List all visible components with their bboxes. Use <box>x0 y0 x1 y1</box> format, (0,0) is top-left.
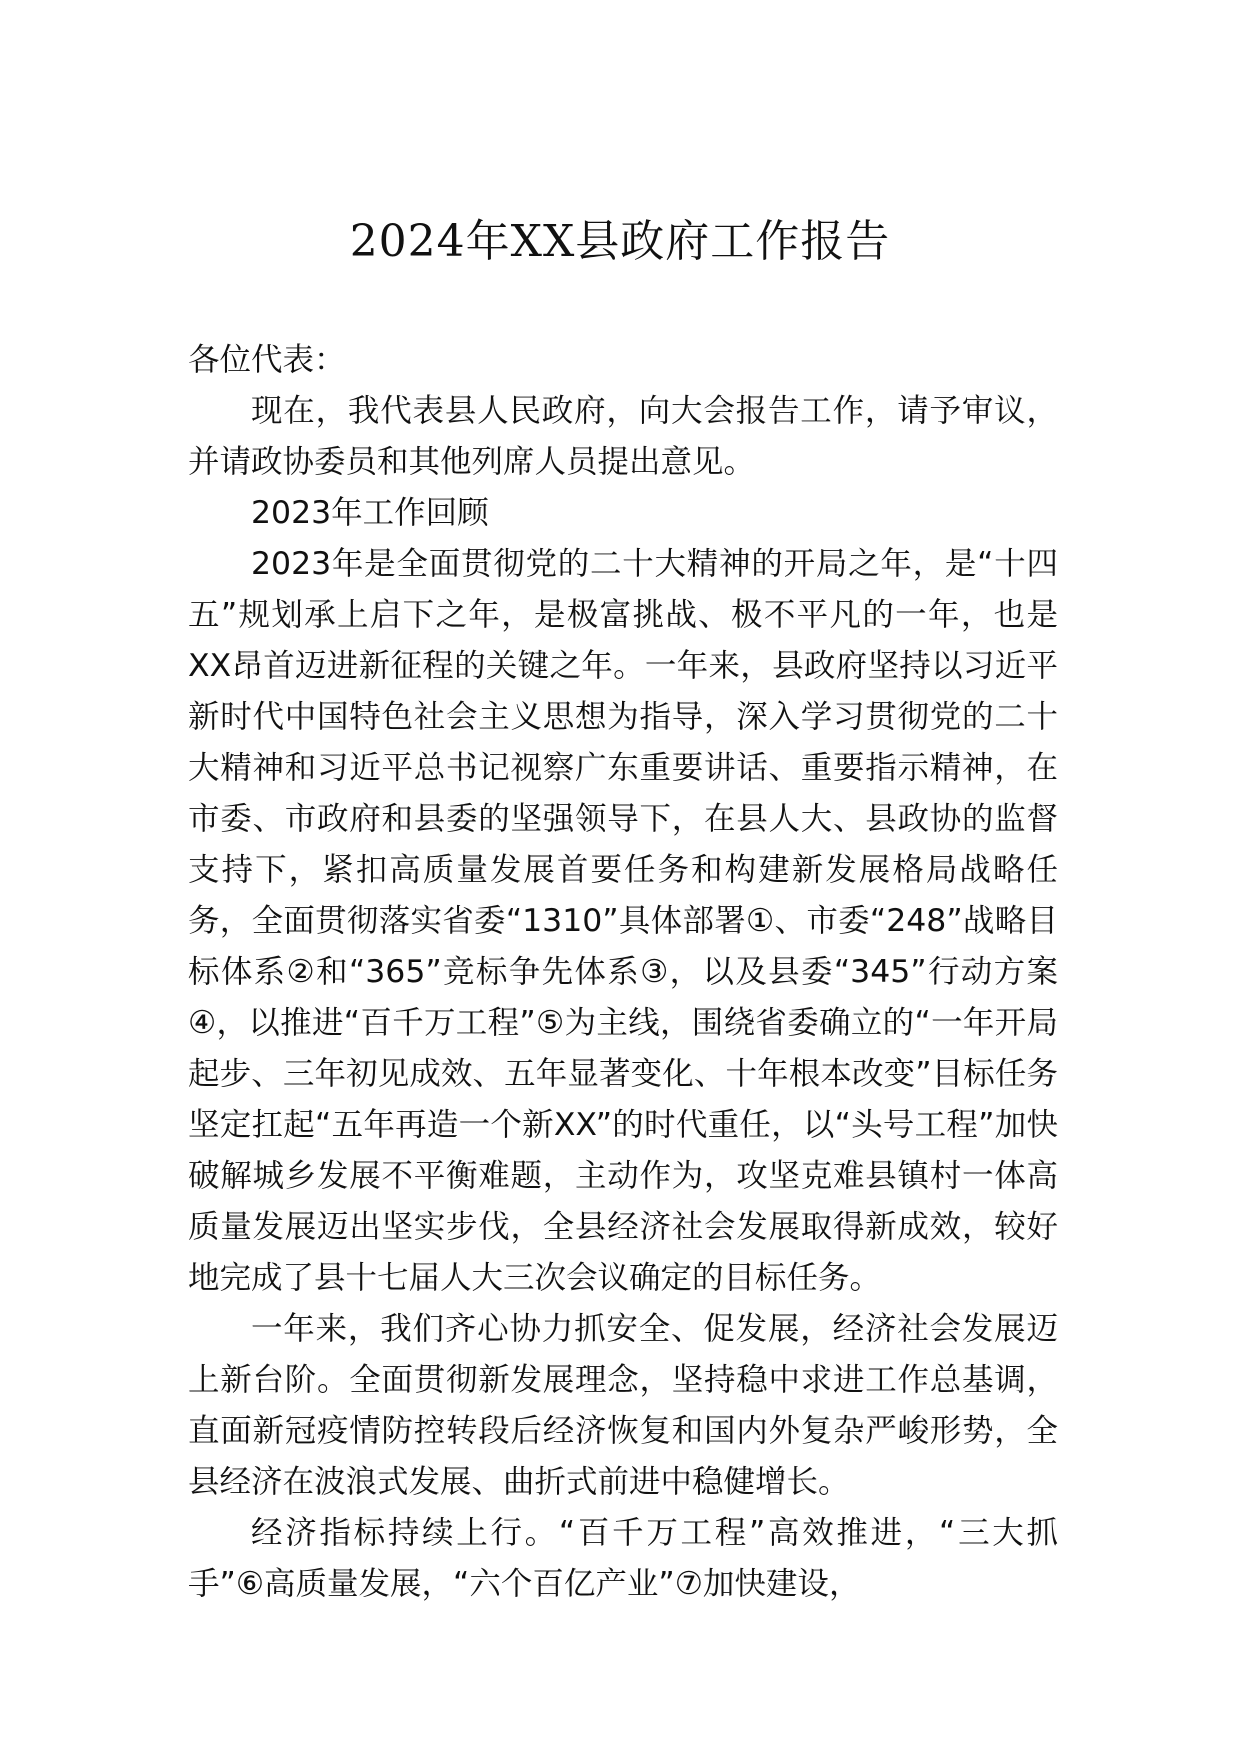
paragraph-development: 一年来，我们齐心协力抓安全、促发展，经济社会发展迈上新台阶。全面贯彻新发展理念，坚持稳中求进工作总基调，直面新冠疫情防控转段后经济恢复和国内外复杂严峻形势，全县经济在波浪式发展、曲折式前进中稳健增长。 <box>188 1311 1058 1500</box>
paragraph-intro: 现在，我代表县人民政府，向大会报告工作，请予审议，并请政协委员和其他列席人员提出意见。 <box>188 393 1058 480</box>
document-body <box>188 335 1058 1610</box>
paragraph-indicators: 经济指标持续上行。“百千万工程”高效推进，“三大抓手”⑥高质量发展，“六个百亿产业”⑦加快建设， <box>188 1515 1058 1602</box>
document-title: 2024年XX县政府工作报告 <box>349 216 891 267</box>
paragraph-overview: 2023年是全面贯彻党的二十大精神的开局之年，是“十四五”规划承上启下之年，是极富挑战、极不平凡的一年，也是XX昂首迈进新征程的关键之年。一年来，县政府坚持以习近平新时代中国特色社会主义思想为指导，深入学习贯彻党的二十大精神和习近平总书记视察广东重要讲话、重要指示精神，在市委、市政府和县委的坚强领导下，在县人大、县政协的监督支持下，紧扣高质量发展首要任务和构建新发展格局战略任务，全面贯彻落实省委“1310”具体部署①、市委“248”战略目标体系②和“365”竞标争先体系③，以及县委“345”行动方案④，以推进“百千万工程”⑤为主线，围绕省委确立的“一年开局起步、三年初见成效、五年显著变化、十年根本改变”目标任务坚定扛起“五年再造一个新XX”的时代重任，以“头号工程”加快破解城乡发展不平衡难题，主动作为，攻坚克难县镇村一体高质量发展迈出坚实步伐，全县经济社会发展取得新成效，较好地完成了县十七届人大三次会议确定的目标任务。 <box>188 546 1058 1296</box>
salutation: 各位代表： <box>188 342 346 378</box>
section-heading-review: 2023年工作回顾 <box>251 495 489 531</box>
